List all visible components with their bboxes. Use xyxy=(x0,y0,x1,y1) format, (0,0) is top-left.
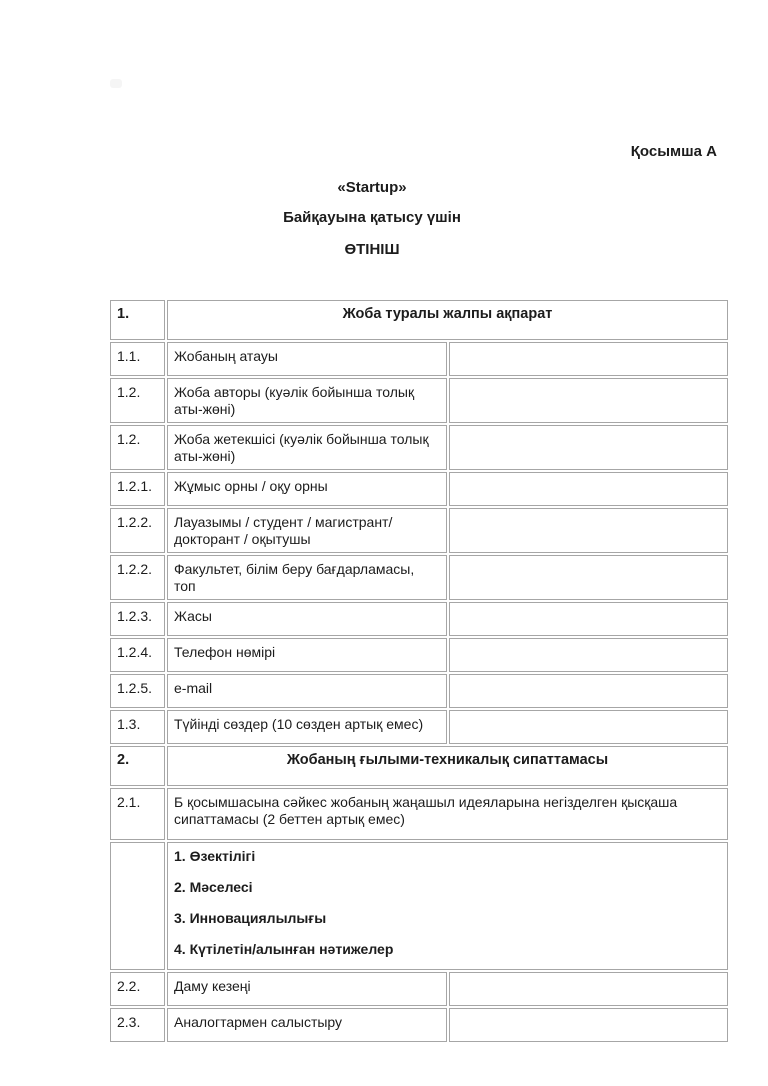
document-title-startup: «Startup» xyxy=(337,179,407,196)
description-cell: Б қосымшасына сәйкес жобаның жаңашыл идеяларына негізделген қысқаша сипаттамасы (2 беттен артық емес) xyxy=(167,788,728,840)
row-number-cell: 1.2. xyxy=(110,378,165,423)
field-label-cell: Жоба авторы (куәлік бойынша толық аты-жөні) xyxy=(167,378,447,423)
row-number-cell xyxy=(110,842,165,970)
field-value-cell xyxy=(449,425,729,470)
row-number-cell: 1.1. xyxy=(110,342,165,376)
table-row xyxy=(110,508,728,553)
criteria-list-item: 3. Инновациялылығы xyxy=(174,910,327,926)
row-number-cell: 1.3. xyxy=(110,710,165,744)
field-label-cell: Телефон нөмірі xyxy=(167,638,447,672)
table-row xyxy=(110,602,728,636)
field-label-cell: Аналогтармен салыстыру xyxy=(167,1008,447,1042)
field-value-cell xyxy=(449,342,729,376)
row-number-cell: 1. xyxy=(110,300,165,340)
field-label-cell: Даму кезеңі xyxy=(167,972,447,1006)
row-number-cell: 2.1. xyxy=(110,788,165,840)
table-row xyxy=(110,972,728,1006)
table-row xyxy=(110,378,728,423)
table-row xyxy=(110,425,728,470)
document-subtitle-contest: Байқауына қатысу үшін xyxy=(283,209,461,226)
row-number-cell: 1.2.2. xyxy=(110,508,165,553)
appendix-label: Қосымша А xyxy=(630,143,717,160)
table-row xyxy=(110,746,728,786)
field-label-cell: Жобаның атауы xyxy=(167,342,447,376)
field-label-cell: Түйінді сөздер (10 сөзден артық емес) xyxy=(167,710,447,744)
field-value-cell xyxy=(449,472,729,506)
table-row xyxy=(110,788,728,840)
row-number-cell: 2. xyxy=(110,746,165,786)
field-value-cell xyxy=(449,710,729,744)
criteria-list-item: 1. Өзектілігі xyxy=(174,848,256,864)
table-row xyxy=(110,300,728,340)
row-number-cell: 1.2. xyxy=(110,425,165,470)
field-label-cell: Лауазымы / студент / магистрант/ докторант / оқытушы xyxy=(167,508,447,553)
form-table-body xyxy=(110,300,728,1042)
field-value-cell xyxy=(449,378,729,423)
row-number-cell: 1.2.1. xyxy=(110,472,165,506)
field-label-cell: Жоба жетекшісі (куәлік бойынша толық аты-жөні) xyxy=(167,425,447,470)
field-label-cell: e-mail xyxy=(167,674,447,708)
document-title-application: ӨТІНІШ xyxy=(344,241,400,258)
section-title-cell: Жоба туралы жалпы ақпарат xyxy=(167,300,728,340)
table-row xyxy=(110,638,728,672)
row-number-cell: 2.2. xyxy=(110,972,165,1006)
table-row xyxy=(110,472,728,506)
row-number-cell: 1.2.3. xyxy=(110,602,165,636)
criteria-list-item: 4. Күтілетін/алынған нәтижелер xyxy=(174,941,394,957)
field-label-cell: Факультет, білім беру бағдарламасы, топ xyxy=(167,555,447,600)
criteria-list-cell xyxy=(167,842,728,970)
field-value-cell xyxy=(449,972,729,1006)
row-number-cell: 1.2.2. xyxy=(110,555,165,600)
row-number-cell: 1.2.5. xyxy=(110,674,165,708)
field-value-cell xyxy=(449,638,729,672)
table-row xyxy=(110,710,728,744)
row-number-cell: 2.3. xyxy=(110,1008,165,1042)
table-row xyxy=(110,342,728,376)
field-value-cell xyxy=(449,508,729,553)
criteria-list-item: 2. Мәселесі xyxy=(174,879,253,895)
table-row xyxy=(110,674,728,708)
field-label-cell: Жасы xyxy=(167,602,447,636)
table-row xyxy=(110,1008,728,1042)
section-title-cell: Жобаның ғылыми-техникалық сипаттамасы xyxy=(167,746,728,786)
field-value-cell xyxy=(449,602,729,636)
row-number-cell: 1.2.4. xyxy=(110,638,165,672)
field-value-cell xyxy=(449,674,729,708)
field-value-cell xyxy=(449,555,729,600)
faint-artifact xyxy=(110,79,122,88)
table-row xyxy=(110,842,728,970)
table-row xyxy=(110,555,728,600)
field-value-cell xyxy=(449,1008,729,1042)
field-label-cell: Жұмыс орны / оқу орны xyxy=(167,472,447,506)
application-form-table xyxy=(108,298,730,1044)
